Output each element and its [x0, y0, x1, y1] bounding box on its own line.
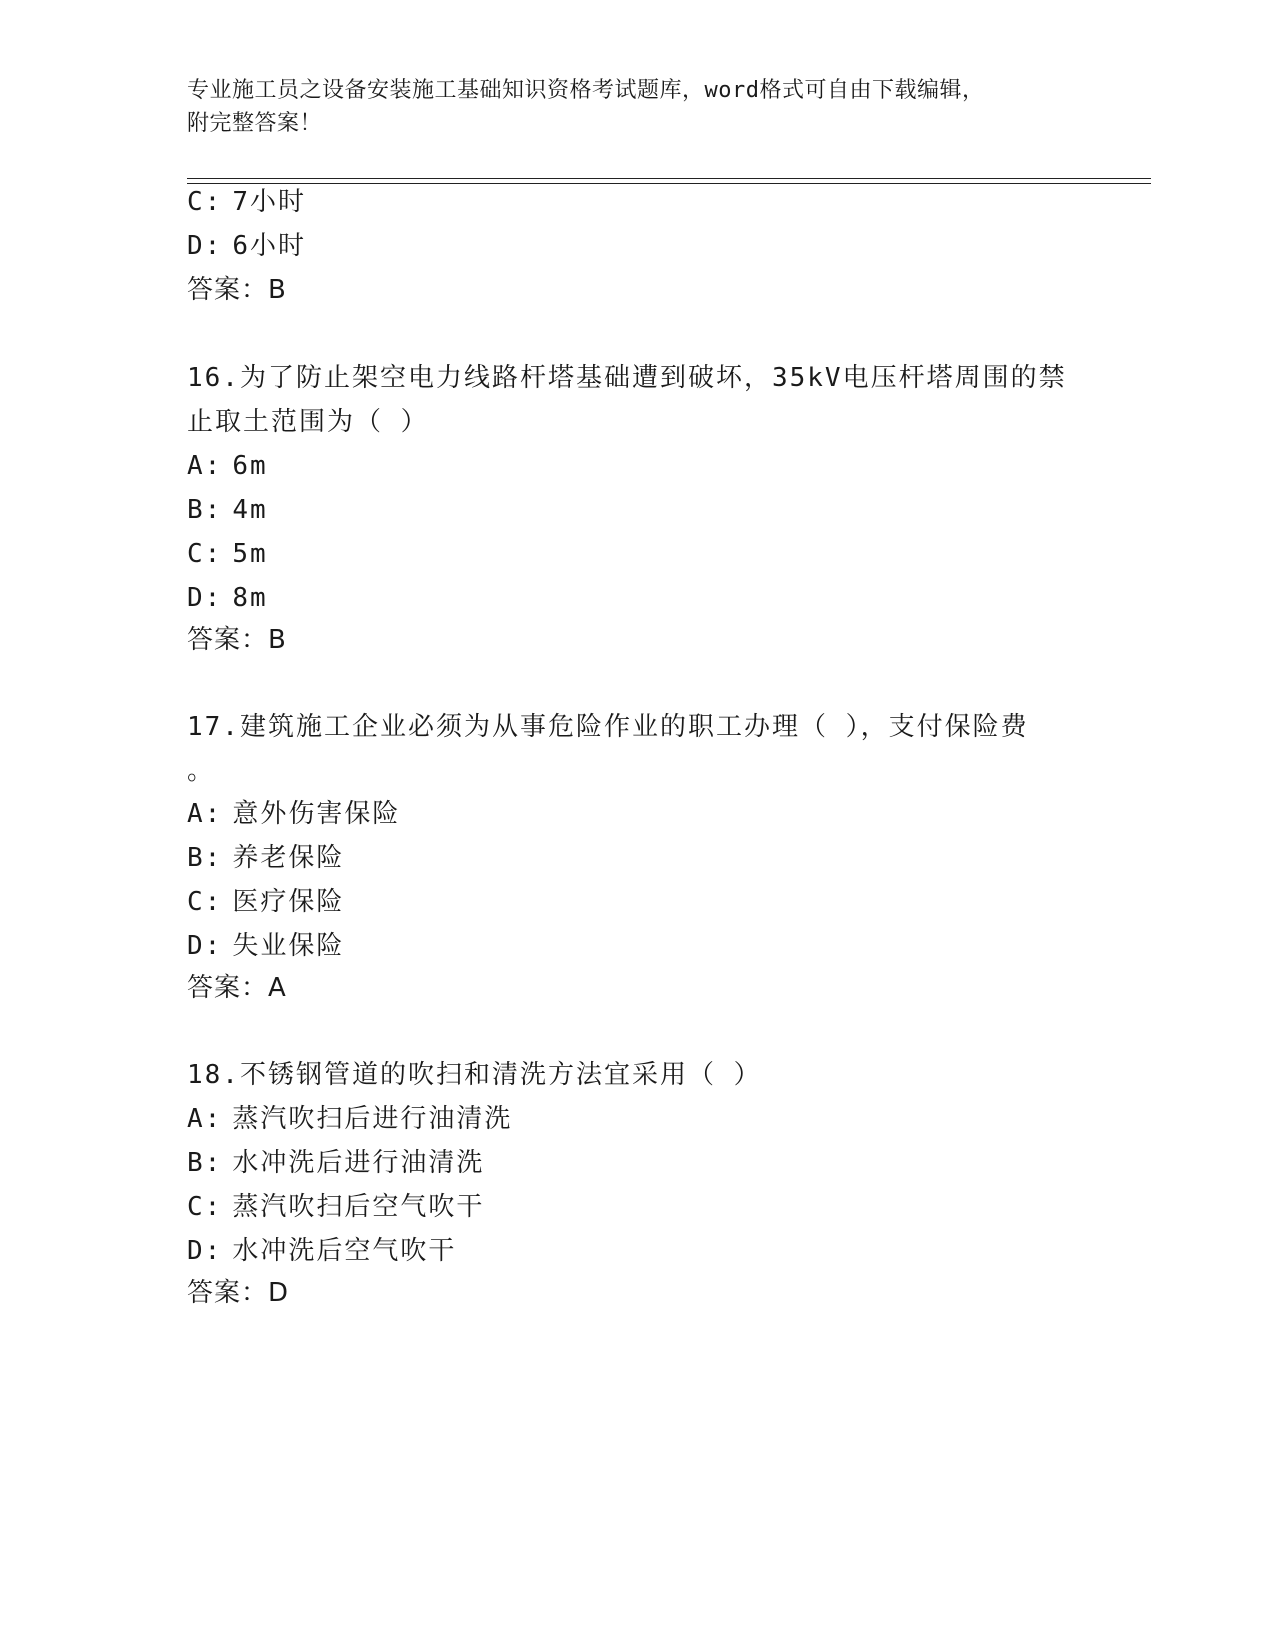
answer-line: 答案：B	[187, 275, 287, 305]
option-text: 失业保险	[232, 931, 345, 961]
option-text: 5m	[232, 539, 268, 569]
option-row	[187, 230, 306, 262]
option-text: 8m	[232, 583, 268, 613]
option-separator: :	[204, 843, 223, 873]
option-text: 6m	[232, 451, 268, 481]
option-separator: :	[204, 583, 223, 613]
option-key: C	[187, 887, 205, 917]
option-row	[187, 930, 344, 962]
option-row	[187, 1147, 484, 1179]
option-text: 7小时	[232, 187, 306, 217]
option-row	[187, 798, 400, 830]
answer-line: 答案：A	[187, 973, 287, 1003]
option-separator: :	[204, 451, 223, 481]
option-row	[187, 186, 306, 218]
header-divider-top	[187, 178, 1151, 179]
option-separator: :	[204, 495, 223, 525]
option-separator: :	[204, 231, 223, 261]
header-line-2: 附完整答案！	[187, 111, 323, 136]
option-text: 养老保险	[232, 843, 345, 873]
question-stem: 18.不锈钢管道的吹扫和清洗方法宜采用（ ）	[187, 1060, 762, 1090]
option-row	[187, 842, 344, 874]
option-separator: :	[204, 1148, 223, 1178]
option-row	[187, 1191, 484, 1223]
option-row	[187, 1103, 512, 1135]
answer-line: 答案：D	[187, 1278, 290, 1308]
question-stem: 17.建筑施工企业必须为从事危险作业的职工办理（ ），支付保险费	[187, 712, 1029, 742]
option-text: 意外伤害保险	[232, 799, 401, 829]
option-text: 6小时	[232, 231, 306, 261]
option-separator: :	[204, 1104, 223, 1134]
option-row	[187, 886, 344, 918]
option-row	[187, 582, 268, 614]
option-text: 水冲洗后进行油清洗	[232, 1148, 485, 1178]
option-key: A	[187, 799, 205, 829]
option-key: C	[187, 1192, 205, 1222]
answer-line: 答案：B	[187, 625, 287, 655]
option-key: D	[187, 583, 205, 613]
option-key: A	[187, 1104, 205, 1134]
option-separator: :	[204, 887, 223, 917]
option-separator: :	[204, 931, 223, 961]
option-row	[187, 450, 268, 482]
option-key: C	[187, 539, 205, 569]
option-row	[187, 494, 268, 526]
option-separator: :	[204, 1236, 223, 1266]
header-divider-bottom	[187, 183, 1151, 184]
option-row	[187, 1235, 456, 1267]
option-row	[187, 538, 268, 570]
option-separator: :	[204, 1192, 223, 1222]
option-key: D	[187, 1236, 205, 1266]
question-stem: 。	[187, 756, 216, 786]
question-stem: 16.为了防止架空电力线路杆塔基础遭到破坏，35kV电压杆塔周围的禁	[187, 363, 1067, 393]
option-text: 4m	[232, 495, 268, 525]
option-key: C	[187, 187, 205, 217]
option-separator: :	[204, 539, 223, 569]
option-separator: :	[204, 187, 223, 217]
option-key: A	[187, 451, 205, 481]
header-line-1: 专业施工员之设备安装施工基础知识资格考试题库，word格式可自由下载编辑，	[187, 78, 985, 103]
option-key: B	[187, 495, 205, 525]
document-header	[187, 74, 1087, 140]
option-key: B	[187, 1148, 205, 1178]
option-text: 蒸汽吹扫后空气吹干	[232, 1192, 485, 1222]
option-text: 水冲洗后空气吹干	[232, 1236, 457, 1266]
option-key: D	[187, 931, 205, 961]
option-text: 医疗保险	[232, 887, 345, 917]
option-key: D	[187, 231, 205, 261]
option-separator: :	[204, 799, 223, 829]
question-stem: 止取土范围为（ ）	[187, 407, 429, 437]
option-text: 蒸汽吹扫后进行油清洗	[232, 1104, 513, 1134]
option-key: B	[187, 843, 205, 873]
